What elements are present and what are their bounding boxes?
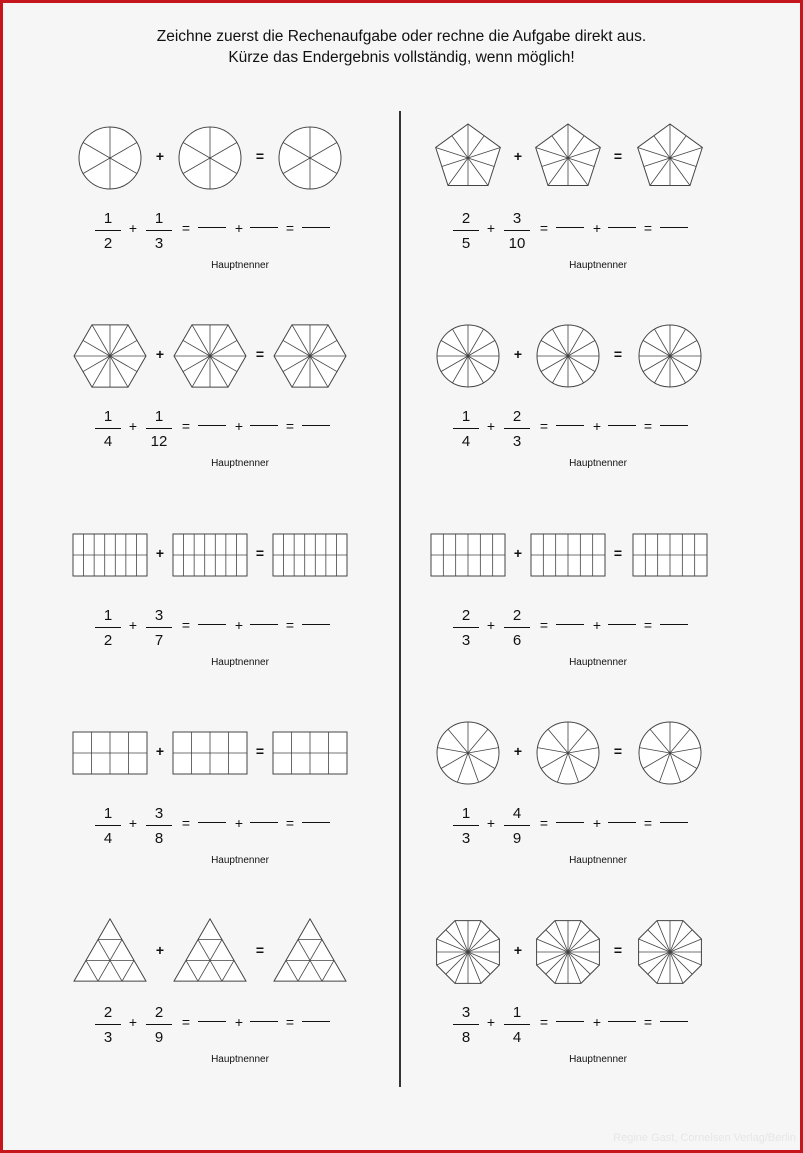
fraction-bar <box>95 428 121 429</box>
denominator: 2 <box>103 632 113 650</box>
addend-a-shape <box>437 921 500 984</box>
equals-sign: = <box>539 220 549 236</box>
equals-sign: = <box>285 1014 295 1030</box>
equals-sign: = <box>643 617 653 633</box>
equals-sign: = <box>539 418 549 434</box>
fraction-a <box>453 1004 479 1046</box>
fraction-b <box>504 1004 530 1046</box>
denominator: 3 <box>461 632 471 650</box>
numerator: 1 <box>103 408 113 425</box>
blank-numerator-b[interactable] <box>250 1021 278 1022</box>
shape-plus-sign: + <box>513 942 523 958</box>
denominator: 4 <box>461 433 471 451</box>
plus-sign: + <box>486 418 496 434</box>
numerator: 1 <box>103 210 113 227</box>
plus-sign: + <box>486 617 496 633</box>
blank-numerator-a[interactable] <box>556 1021 584 1022</box>
shape-equals-sign: = <box>613 942 623 958</box>
blank-result[interactable] <box>660 822 688 823</box>
denominator: 4 <box>103 433 113 451</box>
instruction-line-1: Zeichne zuerst die Rechenaufgabe oder rechne die Aufgabe direkt aus. <box>156 28 647 45</box>
plus-sign: + <box>592 1014 602 1030</box>
shape-plus-sign: + <box>155 942 165 958</box>
fraction-bar <box>504 627 530 628</box>
numerator: 1 <box>103 607 113 624</box>
addend-a-shape <box>437 722 499 784</box>
numerator: 2 <box>461 607 471 624</box>
denominator: 3 <box>154 235 164 253</box>
equation-10 <box>453 1004 733 1047</box>
shape-row-2 <box>3 93 800 223</box>
fraction-a <box>453 210 479 252</box>
blank-numerator-b[interactable] <box>250 425 278 426</box>
plus-sign: + <box>592 815 602 831</box>
blank-result[interactable] <box>302 425 330 426</box>
plus-sign: + <box>486 1014 496 1030</box>
fraction-bar <box>146 627 172 628</box>
numerator: 1 <box>154 408 164 425</box>
shape-equals-sign: = <box>255 545 265 561</box>
blank-numerator-a[interactable] <box>198 822 226 823</box>
fraction-a <box>453 805 479 847</box>
equals-sign: = <box>181 815 191 831</box>
equals-sign: = <box>539 1014 549 1030</box>
blank-numerator-b[interactable] <box>608 822 636 823</box>
numerator: 2 <box>103 1004 113 1021</box>
equals-sign: = <box>643 220 653 236</box>
instruction-line-2: Kürze das Endergebnis vollständig, wenn möglich! <box>228 49 575 66</box>
shape-plus-sign: + <box>513 545 523 561</box>
blank-numerator-a[interactable] <box>556 425 584 426</box>
blank-numerator-b[interactable] <box>250 227 278 228</box>
fraction-bar <box>453 627 479 628</box>
equation-4 <box>453 408 733 451</box>
numerator: 1 <box>512 1004 522 1021</box>
numerator: 1 <box>461 408 471 425</box>
result-shape <box>633 534 707 576</box>
equals-sign: = <box>285 617 295 633</box>
shape-plus-sign: + <box>155 545 165 561</box>
equals-sign: = <box>643 418 653 434</box>
addend-b-shape <box>537 921 600 984</box>
hauptnenner-label: Hauptnenner <box>211 1054 269 1065</box>
shape-row-10 <box>3 887 800 1017</box>
fraction-bar <box>504 825 530 826</box>
blank-numerator-b[interactable] <box>250 822 278 823</box>
blank-numerator-b[interactable] <box>608 425 636 426</box>
equals-sign: = <box>181 220 191 236</box>
denominator: 7 <box>154 632 164 650</box>
plus-sign: + <box>234 815 244 831</box>
blank-numerator-a[interactable] <box>198 624 226 625</box>
blank-numerator-b[interactable] <box>608 624 636 625</box>
equals-sign: = <box>643 815 653 831</box>
denominator: 4 <box>512 1029 522 1047</box>
blank-result[interactable] <box>302 822 330 823</box>
shape-row-6 <box>3 490 800 620</box>
shape-plus-sign: + <box>513 148 523 164</box>
blank-numerator-a[interactable] <box>556 227 584 228</box>
result-shape <box>639 325 701 387</box>
addend-a-shape <box>431 534 505 576</box>
plus-sign: + <box>234 1014 244 1030</box>
blank-result[interactable] <box>302 227 330 228</box>
hauptnenner-label: Hauptnenner <box>569 1054 627 1065</box>
shape-plus-sign: + <box>513 743 523 759</box>
numerator: 1 <box>154 210 164 227</box>
fraction-bar <box>95 627 121 628</box>
shape-row-8 <box>3 688 800 818</box>
shape-equals-sign: = <box>255 148 265 164</box>
shape-equals-sign: = <box>613 346 623 362</box>
equation-2 <box>453 210 733 253</box>
denominator: 2 <box>103 235 113 253</box>
equation-6 <box>453 607 733 650</box>
shape-equals-sign: = <box>255 743 265 759</box>
fraction-bar <box>453 230 479 231</box>
plus-sign: + <box>592 220 602 236</box>
equals-sign: = <box>285 220 295 236</box>
shape-equals-sign: = <box>613 743 623 759</box>
fraction-b <box>504 607 530 649</box>
denominator: 8 <box>461 1029 471 1047</box>
numerator: 3 <box>154 805 164 822</box>
shape-equals-sign: = <box>255 942 265 958</box>
addend-b-shape <box>537 722 599 784</box>
hauptnenner-label: Hauptnenner <box>211 855 269 866</box>
blank-result[interactable] <box>660 425 688 426</box>
fraction-bar <box>95 825 121 826</box>
shape-plus-sign: + <box>155 346 165 362</box>
shape-equals-sign: = <box>613 148 623 164</box>
blank-numerator-a[interactable] <box>198 1021 226 1022</box>
fraction-b <box>504 408 530 450</box>
numerator: 4 <box>512 805 522 822</box>
blank-numerator-a[interactable] <box>556 624 584 625</box>
denominator: 10 <box>508 235 526 253</box>
worksheet <box>3 3 800 1150</box>
hauptnenner-label: Hauptnenner <box>211 657 269 668</box>
shape-plus-sign: + <box>155 743 165 759</box>
shape-equals-sign: = <box>255 346 265 362</box>
blank-result[interactable] <box>302 624 330 625</box>
fraction-bar <box>453 825 479 826</box>
hauptnenner-label: Hauptnenner <box>569 260 627 271</box>
hauptnenner-label: Hauptnenner <box>569 657 627 668</box>
denominator: 5 <box>461 235 471 253</box>
result-shape <box>639 722 701 784</box>
plus-sign: + <box>234 617 244 633</box>
fraction-bar <box>146 1024 172 1025</box>
equals-sign: = <box>539 815 549 831</box>
fraction-bar <box>95 1024 121 1025</box>
blank-numerator-a[interactable] <box>198 227 226 228</box>
blank-numerator-b[interactable] <box>250 624 278 625</box>
denominator: 3 <box>103 1029 113 1047</box>
fraction-bar <box>146 825 172 826</box>
plus-sign: + <box>128 1014 138 1030</box>
fraction-bar <box>146 230 172 231</box>
equation-8 <box>453 805 733 848</box>
denominator: 6 <box>512 632 522 650</box>
fraction-a <box>453 408 479 450</box>
equals-sign: = <box>285 815 295 831</box>
addend-b-shape <box>531 534 605 576</box>
denominator: 8 <box>154 830 164 848</box>
addend-b-shape <box>536 124 601 186</box>
equals-sign: = <box>539 617 549 633</box>
numerator: 3 <box>512 210 522 227</box>
plus-sign: + <box>234 418 244 434</box>
fraction-b <box>504 805 530 847</box>
equals-sign: = <box>285 418 295 434</box>
numerator: 3 <box>461 1004 471 1021</box>
blank-numerator-a[interactable] <box>198 425 226 426</box>
numerator: 1 <box>103 805 113 822</box>
hauptnenner-label: Hauptnenner <box>569 855 627 866</box>
blank-numerator-b[interactable] <box>608 1021 636 1022</box>
addend-a-shape <box>436 124 501 186</box>
plus-sign: + <box>128 418 138 434</box>
hauptnenner-label: Hauptnenner <box>569 458 627 469</box>
equals-sign: = <box>181 1014 191 1030</box>
watermark: Regine Gast, Cornelsen Verlag/Berlin <box>613 1132 796 1144</box>
hauptnenner-label: Hauptnenner <box>211 260 269 271</box>
result-shape <box>639 921 702 984</box>
denominator: 3 <box>512 433 522 451</box>
hauptnenner-label: Hauptnenner <box>211 458 269 469</box>
denominator: 12 <box>150 433 168 451</box>
plus-sign: + <box>128 220 138 236</box>
fraction-bar <box>504 230 530 231</box>
plus-sign: + <box>592 617 602 633</box>
equals-sign: = <box>181 617 191 633</box>
fraction-a <box>453 607 479 649</box>
fraction-bar <box>453 428 479 429</box>
numerator: 3 <box>154 607 164 624</box>
shape-plus-sign: + <box>513 346 523 362</box>
fraction-bar <box>146 428 172 429</box>
blank-result[interactable] <box>660 1021 688 1022</box>
blank-result[interactable] <box>660 624 688 625</box>
plus-sign: + <box>128 617 138 633</box>
addend-a-shape <box>437 325 499 387</box>
fraction-bar <box>504 1024 530 1025</box>
denominator: 9 <box>154 1029 164 1047</box>
plus-sign: + <box>128 815 138 831</box>
numerator: 2 <box>512 408 522 425</box>
result-shape <box>638 124 703 186</box>
numerator: 2 <box>154 1004 164 1021</box>
fraction-bar <box>453 1024 479 1025</box>
denominator: 3 <box>461 830 471 848</box>
blank-result[interactable] <box>302 1021 330 1022</box>
blank-result[interactable] <box>660 227 688 228</box>
blank-numerator-a[interactable] <box>556 822 584 823</box>
plus-sign: + <box>234 220 244 236</box>
numerator: 2 <box>512 607 522 624</box>
shape-row-4 <box>3 291 800 421</box>
equals-sign: = <box>181 418 191 434</box>
denominator: 4 <box>103 830 113 848</box>
shape-equals-sign: = <box>613 545 623 561</box>
addend-b-shape <box>537 325 599 387</box>
numerator: 2 <box>461 210 471 227</box>
fraction-bar <box>95 230 121 231</box>
fraction-b <box>504 210 530 252</box>
plus-sign: + <box>592 418 602 434</box>
blank-numerator-b[interactable] <box>608 227 636 228</box>
denominator: 9 <box>512 830 522 848</box>
numerator: 1 <box>461 805 471 822</box>
plus-sign: + <box>486 815 496 831</box>
plus-sign: + <box>486 220 496 236</box>
equals-sign: = <box>643 1014 653 1030</box>
shape-plus-sign: + <box>155 148 165 164</box>
fraction-bar <box>504 428 530 429</box>
